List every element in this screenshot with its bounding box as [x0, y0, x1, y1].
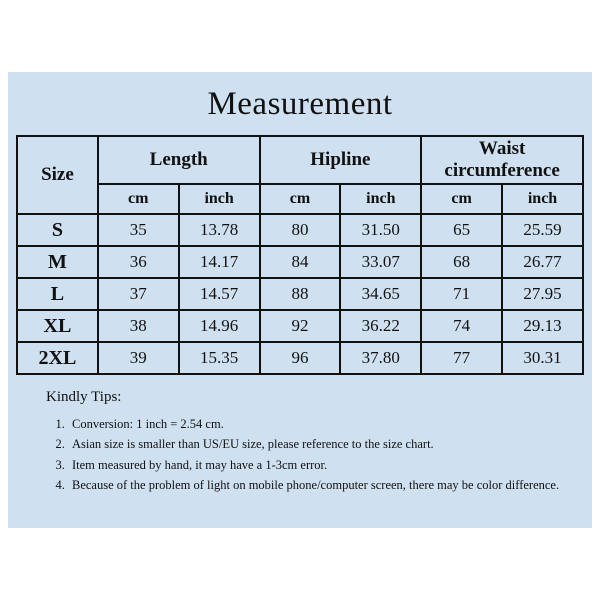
cell-size: S — [17, 214, 98, 246]
cell-size: XL — [17, 310, 98, 342]
cell-size: 2XL — [17, 342, 98, 374]
cell-hipline-cm: 96 — [260, 342, 341, 374]
page-title: Measurement — [207, 86, 393, 122]
cell-hipline-inch: 37.80 — [340, 342, 421, 374]
list-item: 3. Item measured by hand, it may have a 1-3cm error. — [68, 455, 592, 475]
cell-hipline-inch: 31.50 — [340, 214, 421, 246]
kindly-tips-heading: Kindly Tips: — [46, 389, 122, 405]
column-header-length: Length — [98, 136, 260, 184]
cell-length-cm: 35 — [98, 214, 179, 246]
measurement-table — [16, 135, 584, 375]
cell-length-cm: 38 — [98, 310, 179, 342]
kindly-tips-list — [46, 414, 592, 495]
list-item: 4. Because of the problem of light on mobile phone/computer screen, there may be color difference. — [68, 475, 592, 495]
cell-size: M — [17, 246, 98, 278]
table-row — [17, 310, 583, 342]
cell-hipline-cm: 80 — [260, 214, 341, 246]
column-header-size: Size — [17, 136, 98, 214]
table-row — [17, 342, 583, 374]
cell-length-inch: 15.35 — [179, 342, 260, 374]
table-header-row-groups — [17, 136, 583, 184]
cell-hipline-inch: 33.07 — [340, 246, 421, 278]
cell-size: L — [17, 278, 98, 310]
cell-length-cm: 37 — [98, 278, 179, 310]
table-header — [17, 136, 583, 214]
table-row — [17, 278, 583, 310]
table-header-row-units — [17, 184, 583, 214]
list-item: 1. Conversion: 1 inch = 2.54 cm. — [68, 414, 592, 434]
cell-waist-cm: 68 — [421, 246, 502, 278]
cell-waist-cm: 71 — [421, 278, 502, 310]
unit-header-length-inch: inch — [179, 184, 260, 214]
cell-hipline-cm: 84 — [260, 246, 341, 278]
cell-length-inch: 14.17 — [179, 246, 260, 278]
cell-waist-inch: 29.13 — [502, 310, 583, 342]
cell-waist-inch: 25.59 — [502, 214, 583, 246]
table-row — [17, 214, 583, 246]
kindly-tips-section — [46, 389, 592, 495]
unit-header-waist-cm: cm — [421, 184, 502, 214]
cell-waist-cm: 65 — [421, 214, 502, 246]
cell-hipline-cm: 88 — [260, 278, 341, 310]
unit-header-hipline-inch: inch — [340, 184, 421, 214]
unit-header-hipline-cm: cm — [260, 184, 341, 214]
cell-hipline-cm: 92 — [260, 310, 341, 342]
cell-waist-cm: 77 — [421, 342, 502, 374]
cell-waist-cm: 74 — [421, 310, 502, 342]
cell-hipline-inch: 34.65 — [340, 278, 421, 310]
list-item: 2. Asian size is smaller than US/EU size, please reference to the size chart. — [68, 434, 592, 454]
measurement-chart-panel — [8, 72, 592, 528]
cell-waist-inch: 30.31 — [502, 342, 583, 374]
column-header-hipline: Hipline — [260, 136, 422, 184]
cell-waist-inch: 27.95 — [502, 278, 583, 310]
cell-length-inch: 14.57 — [179, 278, 260, 310]
unit-header-waist-inch: inch — [502, 184, 583, 214]
table-body — [17, 214, 583, 374]
cell-hipline-inch: 36.22 — [340, 310, 421, 342]
cell-length-inch: 14.96 — [179, 310, 260, 342]
cell-waist-inch: 26.77 — [502, 246, 583, 278]
column-header-waist-circumference: Waist circumference — [421, 136, 583, 184]
cell-length-inch: 13.78 — [179, 214, 260, 246]
table-row — [17, 246, 583, 278]
cell-length-cm: 36 — [98, 246, 179, 278]
cell-length-cm: 39 — [98, 342, 179, 374]
unit-header-length-cm: cm — [98, 184, 179, 214]
